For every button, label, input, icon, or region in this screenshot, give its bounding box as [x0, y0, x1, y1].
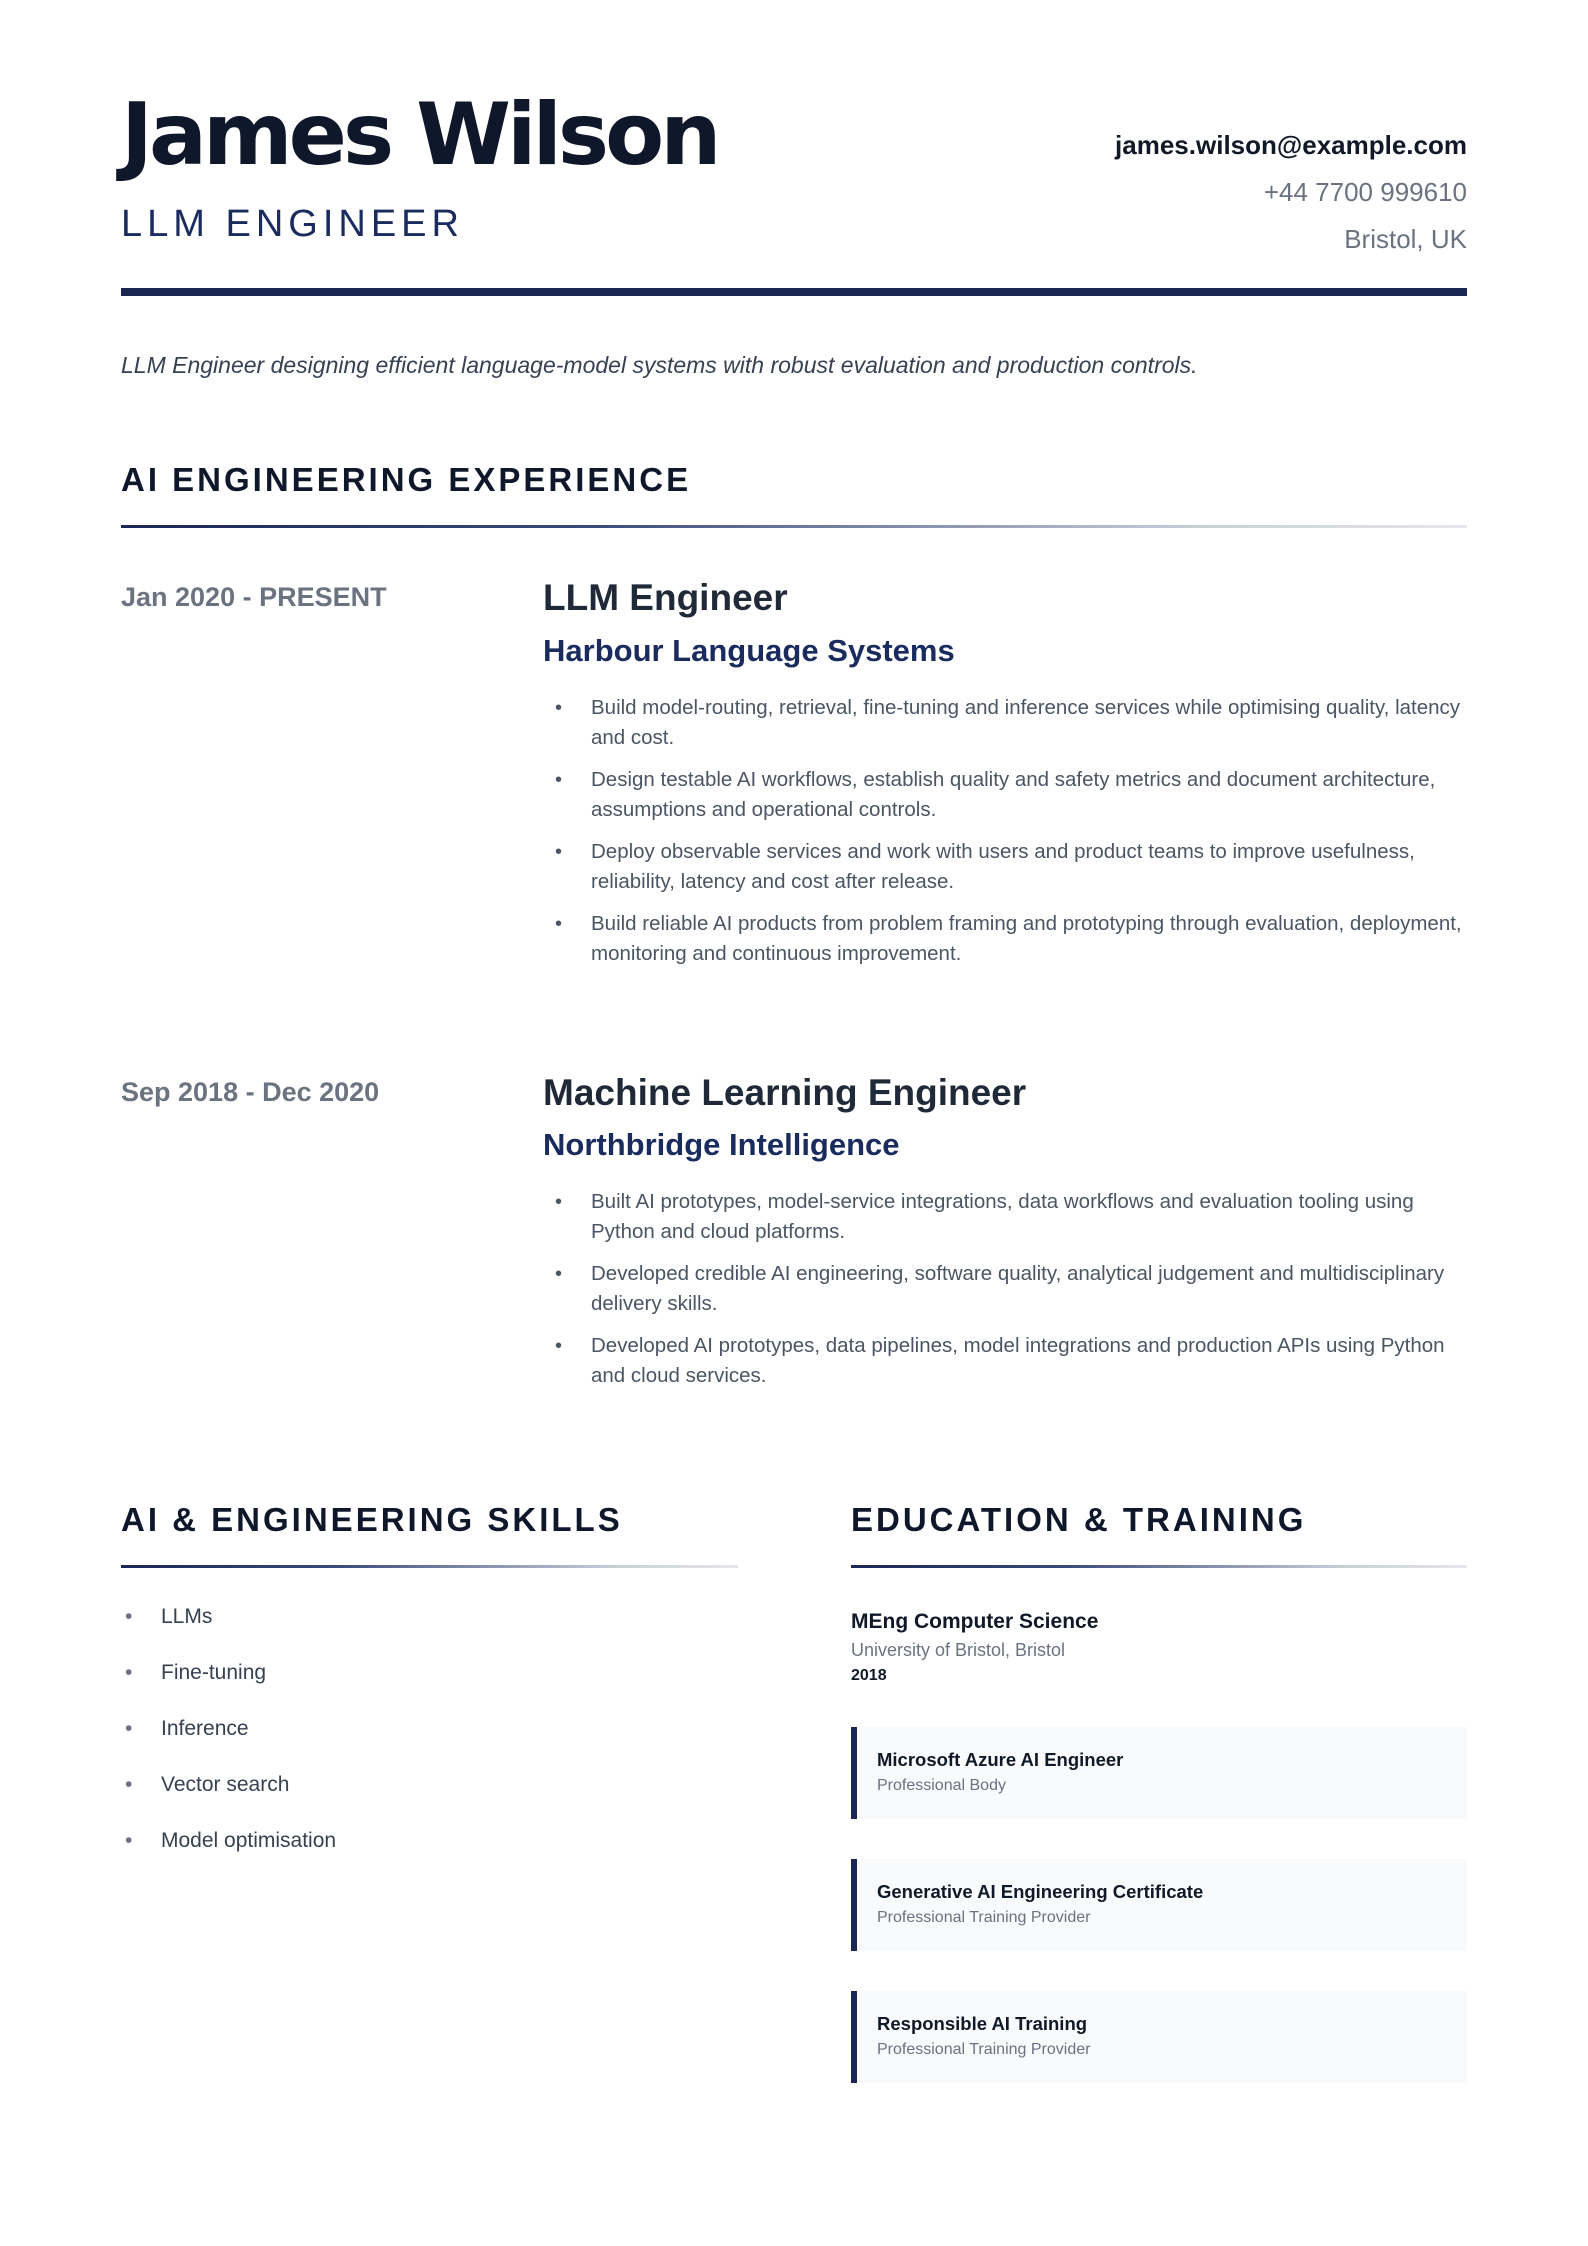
degree-school: University of Bristol, Bristol — [851, 1640, 1066, 1661]
experience-heading: AI ENGINEERING EXPERIENCE — [121, 461, 692, 498]
job-company: Harbour Language Systems — [543, 632, 955, 668]
candidate-name: James Wilson — [121, 85, 718, 185]
skill-item: • Fine-tuning — [121, 1658, 738, 1714]
job-dates: Sep 2018 - Dec 2020 — [121, 1076, 380, 1107]
job-entry — [121, 1073, 1467, 1404]
degree-entry — [851, 1610, 1467, 1685]
experience-section — [121, 461, 1467, 1403]
job-title: LLM Engineer — [543, 577, 788, 618]
certification-title: Microsoft Azure AI Engineer — [877, 1749, 1124, 1771]
certification-org: Professional Training Provider — [877, 2041, 1091, 2059]
education-section — [851, 1501, 1467, 2083]
skills-heading: AI & ENGINEERING SKILLS — [121, 1501, 623, 1539]
candidate-role: LLM ENGINEER — [121, 203, 464, 245]
skill-item: • LLMs — [121, 1602, 738, 1658]
profile-summary: LLM Engineer designing efficient language-model systems with robust evaluation and production controls. — [121, 352, 1198, 378]
job-bullet: • Developed AI prototypes, data pipelines, model integrations and production APIs using Python and cloud services. — [543, 1331, 1467, 1391]
job-details — [543, 1073, 1467, 1404]
skills-list — [121, 1602, 738, 1882]
job-bullet: • Design testable AI workflows, establish quality and safety metrics and document architecture, assumptions and operational controls. — [543, 765, 1467, 825]
job-bullet: • Built AI prototypes, model-service integrations, data workflows and evaluation tooling using Python and cloud platforms. — [543, 1187, 1467, 1247]
certification-title: Generative AI Engineering Certificate — [877, 1881, 1204, 1903]
bottom-columns — [121, 1501, 1467, 2083]
certification-org: Professional Training Provider — [877, 1909, 1091, 1927]
job-entry — [121, 578, 1467, 981]
contact-email[interactable]: james.wilson@example.com — [1115, 130, 1467, 160]
contact-location: Bristol, UK — [1344, 224, 1467, 254]
job-bullets — [543, 1187, 1467, 1391]
job-bullet: • Build model-routing, retrieval, fine-tuning and inference services while optimising quality, latency and cost. — [543, 693, 1467, 753]
certification-card — [851, 1991, 1467, 2083]
experience-divider — [121, 525, 1467, 528]
certification-card — [851, 1727, 1467, 1819]
job-bullet: • Developed credible AI engineering, software quality, analytical judgement and multidisciplinary delivery skills. — [543, 1259, 1467, 1319]
job-company: Northbridge Intelligence — [543, 1127, 900, 1163]
skills-section — [121, 1501, 738, 2083]
education-divider — [851, 1565, 1467, 1568]
job-bullet: • Deploy observable services and work with users and product teams to improve usefulness, reliability, latency and cost after release. — [543, 837, 1467, 897]
job-bullets — [543, 693, 1467, 969]
degree-year: 2018 — [851, 1667, 887, 1685]
contact-phone: +44 7700 999610 — [1263, 177, 1467, 207]
job-title: Machine Learning Engineer — [543, 1071, 1027, 1113]
resume-header — [121, 0, 1467, 300]
header-divider — [121, 288, 1467, 296]
skill-item: • Model optimisation — [121, 1826, 738, 1882]
skill-item: • Inference — [121, 1714, 738, 1770]
degree-title: MEng Computer Science — [851, 1610, 1099, 1634]
job-details — [543, 578, 1467, 981]
certification-org: Professional Body — [877, 1777, 1006, 1795]
job-bullet: • Build reliable AI products from problem framing and prototyping through evaluation, deployment, monitoring and continuous improvement. — [543, 909, 1467, 969]
contact-block — [1115, 130, 1467, 271]
skill-item: • Vector search — [121, 1770, 738, 1826]
certification-title: Responsible AI Training — [877, 2013, 1088, 2035]
job-dates: Jan 2020 - PRESENT — [121, 582, 387, 612]
certification-card — [851, 1859, 1467, 1951]
skills-divider — [121, 1565, 738, 1568]
education-heading: EDUCATION & TRAINING — [851, 1501, 1307, 1539]
